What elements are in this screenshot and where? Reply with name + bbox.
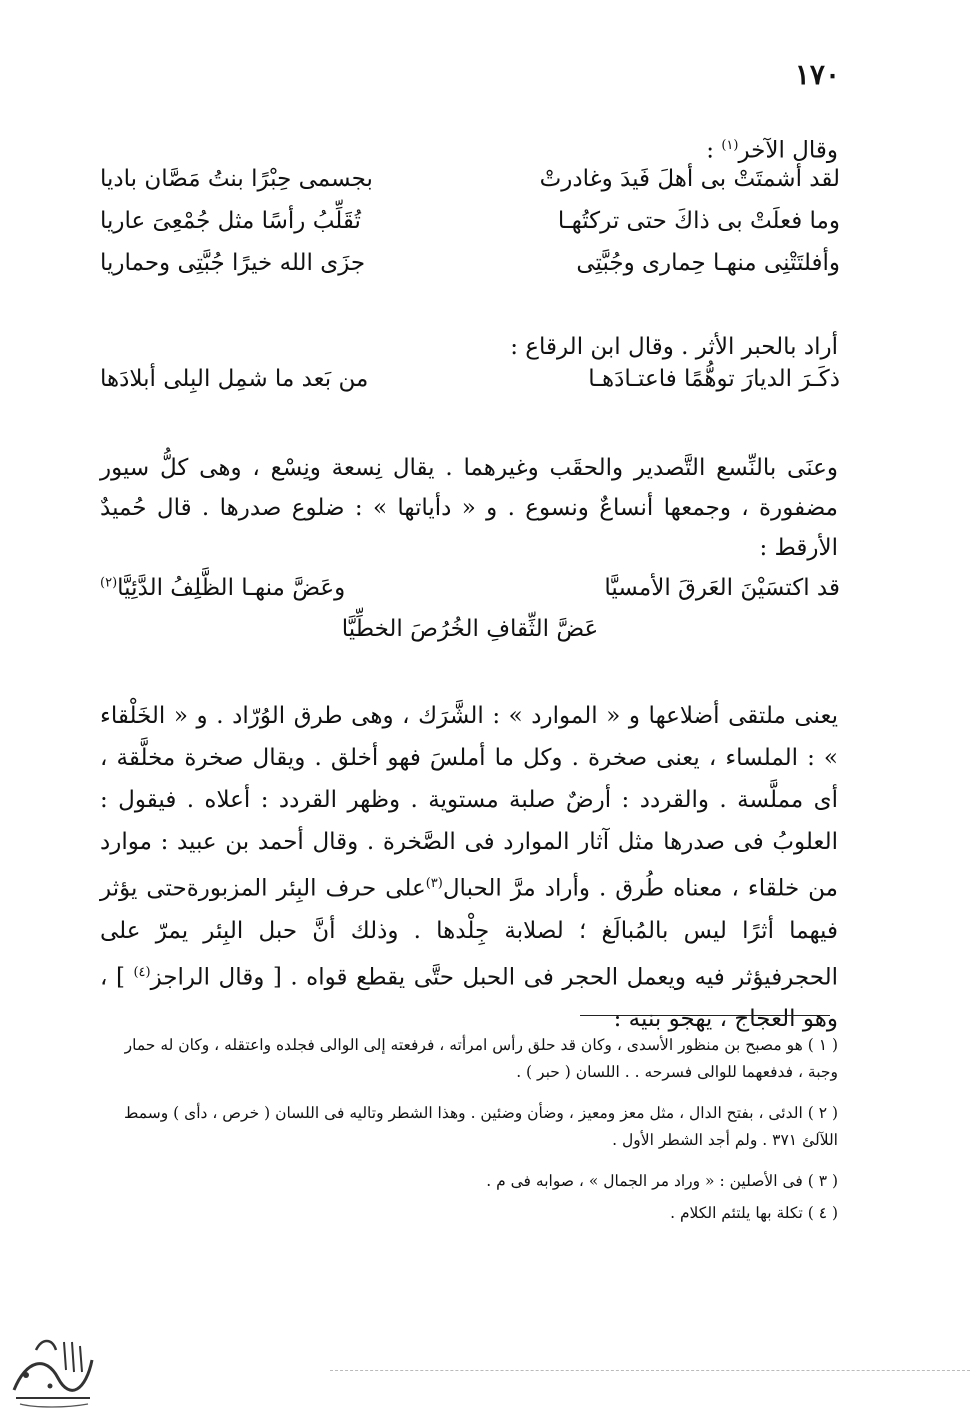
intro-colon: : <box>706 137 722 164</box>
footnote-divider <box>580 1015 830 1016</box>
page-number: ١٧٠ <box>794 58 840 91</box>
paragraph-4-part-a: يعنى ملتقى أضلاعها و « الموارد » : الشَّرَك ، وهى طرق الوُرّاد . و « الخَلْقاء » : الملساء ، يعنى صخرة . وكل ما أملسَ فهو أخلق . ويقال صخرة مخلَّقة ، أى مملَّسة . والقردد : أرضٌ صلبة مستوية . وظهر القردد : أعلاه . فيقول : العلوبُ فى صدرها مثل آثار الموارد فى الصَّخرة . وقال أحمد بن عبيد : موارد من خلقاء ، معناه طُرق . وأراد مرَّ الحبال <box>100 703 838 902</box>
page-bottom-dotted-line <box>330 1370 970 1371</box>
footnote-2: ( ٢ ) الدئى ، بفتح الدال ، مثل معز ومعيز ، وضأن وضئين . وهذا الشطر وتاليه فى اللسان ( خرص ، دأى ) وسمط اللآلئ ٣٧١ . ولم أجد الشطر الأول . <box>124 1104 838 1149</box>
footnote-ref-3: (٣) <box>425 876 443 891</box>
verse-line-4 <box>100 366 840 408</box>
verse-hemistich-second: من بَعد ما شمِل البِلى أبلادَها <box>100 366 369 392</box>
paragraph-4-part-b: على حرف البِئر المزبورةحتى يؤثر فيهما أثرًا ليس بالمُبالَغ ؛ لصلابة جِلْدها . وذلك أنَّ حبل البِئر يمرّ على الحجرفيؤثر فيه ويعمل الحجر فى الحبل حتَّى يقطع قواه . [ وقال الراجز <box>100 875 838 991</box>
verse-line-2 <box>100 208 840 250</box>
footnote-1: ( ١ ) هو مصبح بن منظور الأسدى ، وكان قد حلق رأس امرأته ، فرفعته إلى الوالى فجلده واعتقله ، وكان له حمار وجبة ، فدفعهما للوالى فسرحه . . اللسان ( حبر ) . <box>124 1036 838 1081</box>
footnote-ref-4: (٤) <box>133 964 151 980</box>
verse-hemistich-first: وما فعلَتْ بى ذاكَ حتى تركتُهـا <box>557 208 840 234</box>
verse-line-5 <box>100 575 840 617</box>
intro-text: وقال الآخر <box>738 137 838 164</box>
verse-hemistich-first: قد اكتسَيْنَ العَرقَ الأمسيَّا <box>604 575 840 601</box>
verse-line-6: عَضَّ الثِّقافِ الخُرُصَ الخطِّيَّا <box>341 616 599 642</box>
verse-hemistich-first: وأفلتَتْنِى منهـا حِمارى وجُبَّتِى <box>576 250 840 276</box>
verse-hemistich-second <box>100 575 460 601</box>
verse-hemistich-second: تُقَلِّبُ رأسًا مثل جُمْعِىَ عاريا <box>100 208 361 234</box>
intro-line <box>100 125 838 172</box>
verse-line-3 <box>100 250 840 292</box>
verse-hemistich-second: بجسمى حِبْرًا بنتُ مَصَّان باديا <box>100 166 373 192</box>
verse-hemistich-second: جزَى الله خيرًا جُبَّتِى وحماريا <box>100 250 366 276</box>
paragraph-2: أراد بالحبر الأثر . وقال ابن الرقاع : <box>510 334 838 360</box>
footnote-3: ( ٣ ) فى الأصلين : « وراد مر الجمال » ، صوابه فى م . <box>486 1172 838 1190</box>
verse-hemistich-second-text: وعَضَّ منهـا الظَّلِفُ الدَّئِيَّا <box>117 575 346 601</box>
verse-line-1 <box>100 166 840 208</box>
paragraph-4-part-c: ] ، وهو العجاج ، يهجو بنيه : <box>100 964 838 1033</box>
footnote-ref-2: (٢) <box>100 575 118 591</box>
paragraph-3: وعنَى بالنِّسع التَّصدير والحقَب وغيرهما . يقال نِسعة ونِسْع ، وهى كلُّ سيور مضفورة ، وجمعها أنساعٌ ونسوع . و « دأياتها » : ضلوع صدرها . قال حُميدٌ الأرقط : <box>100 455 838 561</box>
footnote-4: ( ٤ ) تكلة بها يلتئم الكلام . <box>670 1204 838 1222</box>
verse-hemistich-first: ذكَـرَ الديارَ توهُّمًا فاعتـادَهـا <box>588 366 840 392</box>
library-stamp-logo <box>6 1320 98 1410</box>
paragraph-4 <box>100 695 838 1040</box>
footnote-ref-1: (١) <box>721 138 739 153</box>
verse-hemistich-first: لقد أشمتَتْ بى أهلَ فَيدَ وغادرتْ <box>539 166 840 192</box>
